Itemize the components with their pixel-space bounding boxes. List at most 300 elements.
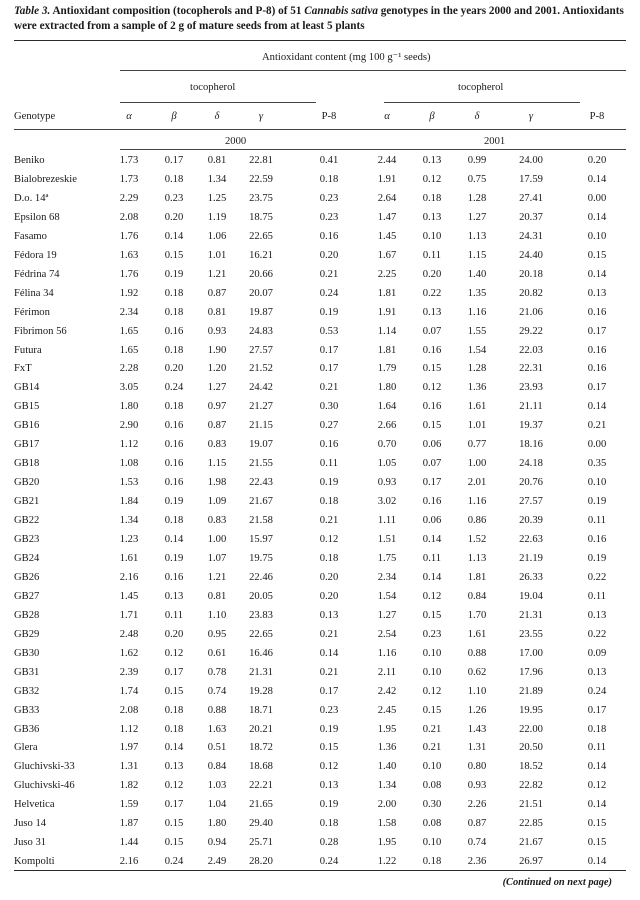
value-cell: 0.12 <box>422 382 442 394</box>
value-cell: 0.19 <box>587 496 607 508</box>
value-cell: 0.13 <box>319 609 339 621</box>
value-cell: 17.00 <box>519 647 543 659</box>
value-cell: 0.84 <box>207 761 227 773</box>
value-cell: 1.61 <box>467 628 487 640</box>
value-cell: 1.73 <box>119 155 139 166</box>
value-cell: 0.11 <box>319 458 339 470</box>
value-cell: 0.21 <box>319 628 339 640</box>
value-cell: 0.24 <box>319 856 339 868</box>
value-cell: 18.71 <box>249 704 273 716</box>
value-cell: 0.97 <box>207 401 227 413</box>
value-cell: 0.22 <box>587 571 607 583</box>
value-cell: 16.46 <box>249 647 273 659</box>
value-cell: 1.98 <box>207 477 227 489</box>
value-cell: 0.23 <box>319 211 339 223</box>
value-cell: 22.63 <box>519 534 543 545</box>
value-cell: 20.39 <box>519 515 543 527</box>
value-cell: 0.14 <box>164 742 184 754</box>
value-cell: 0.19 <box>319 723 339 735</box>
value-cell: 1.08 <box>119 458 139 470</box>
value-cell: 19.37 <box>519 420 543 432</box>
value-cell: 0.88 <box>207 704 227 716</box>
value-cell: 18.72 <box>249 742 273 754</box>
value-cell: 0.08 <box>422 818 442 830</box>
value-cell: 0.10 <box>587 477 607 489</box>
value-cell: 0.14 <box>587 173 607 185</box>
value-cell: 1.59 <box>119 799 139 811</box>
value-cell: 19.04 <box>519 590 543 602</box>
value-cell: 20.21 <box>249 723 273 735</box>
value-cell: 0.15 <box>587 249 607 261</box>
value-cell: 0.15 <box>587 837 607 849</box>
value-cell: 15.97 <box>249 534 273 545</box>
value-cell: 1.16 <box>377 647 397 659</box>
value-cell: 0.13 <box>587 287 607 299</box>
value-cell: 20.66 <box>249 268 273 280</box>
value-cell: 0.61 <box>207 647 227 659</box>
value-cell: 22.85 <box>519 818 543 830</box>
value-cell: 27.57 <box>519 496 543 508</box>
column-header: δ <box>214 111 220 122</box>
value-cell: 0.88 <box>467 647 487 659</box>
value-cell: 2.48 <box>119 628 139 640</box>
caption-species: Cannabis sativa <box>304 5 378 17</box>
value-cell: 0.87 <box>207 420 227 432</box>
value-cell: 19.07 <box>249 439 273 451</box>
value-cell: 0.13 <box>587 666 607 678</box>
value-cell: 0.93 <box>207 325 227 337</box>
value-cell: 0.22 <box>587 628 607 640</box>
value-cell: 0.16 <box>587 306 607 318</box>
value-cell: 0.23 <box>422 628 442 640</box>
value-cell: 21.31 <box>519 609 543 621</box>
value-cell: 0.21 <box>587 420 607 432</box>
column-header: α <box>126 111 132 122</box>
value-cell: 1.07 <box>207 552 227 564</box>
value-cell: 0.21 <box>319 268 339 280</box>
value-cell: 18.75 <box>249 211 273 223</box>
value-cell: 1.51 <box>377 534 397 545</box>
value-cell: 0.17 <box>164 799 184 811</box>
value-cell: 0.20 <box>319 571 339 583</box>
value-cell: 2.26 <box>467 799 487 811</box>
genotype-cell: Juso 14 <box>14 818 47 830</box>
value-cell: 1.34 <box>207 173 227 185</box>
value-cell: 0.11 <box>422 552 442 564</box>
value-cell: 2.34 <box>377 571 397 583</box>
value-cell: 1.34 <box>377 780 397 792</box>
value-cell: 1.63 <box>207 723 227 735</box>
value-cell: 21.06 <box>519 306 543 318</box>
year-rule <box>120 149 626 150</box>
column-header: γ <box>258 111 264 122</box>
value-cell: 0.19 <box>164 496 184 508</box>
value-cell: 0.18 <box>319 552 339 564</box>
value-cell: 1.81 <box>377 287 397 299</box>
genotype-cell: Beniko <box>14 155 45 166</box>
genotype-cell: Glera <box>14 742 38 754</box>
value-cell: 0.12 <box>164 780 184 792</box>
value-cell: 1.03 <box>207 780 227 792</box>
value-cell: 0.81 <box>207 155 227 166</box>
value-cell: 0.18 <box>319 173 339 185</box>
value-cell: 0.18 <box>164 173 184 185</box>
year-2001-label: 2001 <box>484 136 506 147</box>
value-cell: 0.77 <box>467 439 487 451</box>
value-cell: 21.11 <box>519 401 543 413</box>
value-cell: 0.16 <box>164 458 184 470</box>
genotype-cell: GB31 <box>14 666 40 678</box>
value-cell: 0.21 <box>422 742 442 754</box>
value-cell: 0.11 <box>587 515 607 527</box>
value-cell: 1.21 <box>207 268 227 280</box>
value-cell: 0.11 <box>164 609 184 621</box>
value-cell: 0.12 <box>422 590 442 602</box>
value-cell: 0.07 <box>422 458 442 470</box>
value-cell: 0.08 <box>422 780 442 792</box>
value-cell: 0.86 <box>467 515 487 527</box>
column-header: δ <box>474 111 480 122</box>
value-cell: 0.23 <box>319 192 339 204</box>
value-cell: 0.13 <box>164 761 184 773</box>
value-cell: 0.15 <box>164 685 184 697</box>
value-cell: 0.81 <box>207 590 227 602</box>
column-header: P-8 <box>589 111 605 122</box>
genotype-cell: Fasamo <box>14 230 47 242</box>
value-cell: 2.42 <box>377 685 397 697</box>
column-header: β <box>171 111 177 122</box>
value-cell: 1.53 <box>119 477 139 489</box>
value-cell: 22.65 <box>249 628 273 640</box>
value-cell: 0.99 <box>467 155 487 166</box>
value-cell: 22.65 <box>249 230 273 242</box>
value-cell: 21.89 <box>519 685 543 697</box>
caption-label: Table 3. <box>14 5 51 17</box>
value-cell: 25.71 <box>249 837 273 849</box>
genotype-cell: GB20 <box>14 477 40 489</box>
value-cell: 21.15 <box>249 420 273 432</box>
genotype-cell: Félina 34 <box>14 287 54 299</box>
value-cell: 0.10 <box>422 837 442 849</box>
genotype-cell: GB32 <box>14 685 40 697</box>
value-cell: 0.35 <box>587 458 607 470</box>
value-cell: 0.14 <box>587 799 607 811</box>
value-cell: 0.16 <box>164 477 184 489</box>
value-cell: 0.18 <box>422 192 442 204</box>
value-cell: 22.31 <box>519 363 543 375</box>
value-cell: 0.18 <box>319 818 339 830</box>
value-cell: 1.14 <box>377 325 397 337</box>
value-cell: 0.74 <box>207 685 227 697</box>
value-cell: 0.16 <box>319 230 339 242</box>
value-cell: 0.53 <box>319 325 339 337</box>
value-cell: 0.23 <box>319 704 339 716</box>
value-cell: 1.12 <box>119 723 139 735</box>
value-cell: 1.91 <box>377 306 397 318</box>
value-cell: 1.58 <box>377 818 397 830</box>
value-cell: 29.40 <box>249 818 273 830</box>
value-cell: 0.13 <box>422 155 442 166</box>
value-cell: 17.96 <box>519 666 543 678</box>
value-cell: 24.83 <box>249 325 273 337</box>
value-cell: 0.17 <box>164 155 184 166</box>
value-cell: 0.17 <box>319 344 339 356</box>
value-cell: 1.84 <box>119 496 139 508</box>
value-cell: 29.22 <box>519 325 543 337</box>
value-cell: 0.15 <box>422 363 442 375</box>
value-cell: 28.20 <box>249 856 273 868</box>
value-cell: 0.80 <box>467 761 487 773</box>
value-cell: 27.41 <box>519 192 543 204</box>
value-cell: 22.43 <box>249 477 273 489</box>
value-cell: 0.13 <box>422 211 442 223</box>
value-cell: 22.46 <box>249 571 273 583</box>
value-cell: 1.80 <box>119 401 139 413</box>
value-cell: 0.19 <box>319 799 339 811</box>
value-cell: 1.31 <box>119 761 139 773</box>
value-cell: 0.07 <box>422 325 442 337</box>
value-cell: 2.08 <box>119 704 139 716</box>
value-cell: 24.42 <box>249 382 273 394</box>
value-cell: 0.12 <box>319 761 339 773</box>
value-cell: 2.16 <box>119 856 139 868</box>
value-cell: 20.37 <box>519 211 543 223</box>
value-cell: 1.00 <box>207 534 227 545</box>
value-cell: 23.55 <box>519 628 543 640</box>
value-cell: 0.16 <box>587 534 607 545</box>
tocopherol-rule-2001 <box>384 102 580 103</box>
continued-note: (Continued on next page) <box>502 877 612 888</box>
value-cell: 27.57 <box>249 344 273 356</box>
value-cell: 24.00 <box>519 155 543 166</box>
value-cell: 0.15 <box>587 818 607 830</box>
value-cell: 1.35 <box>467 287 487 299</box>
value-cell: 0.70 <box>377 439 397 451</box>
value-cell: 1.73 <box>119 173 139 185</box>
value-cell: 1.34 <box>119 515 139 527</box>
year-2000-label: 2000 <box>225 136 247 147</box>
value-cell: 2.49 <box>207 856 227 868</box>
value-cell: 1.81 <box>377 344 397 356</box>
value-cell: 0.83 <box>207 439 227 451</box>
genotype-cell: GB33 <box>14 704 40 716</box>
value-cell: 0.21 <box>422 723 442 735</box>
bottom-rule <box>14 870 626 871</box>
value-cell: 20.18 <box>519 268 543 280</box>
value-cell: 0.12 <box>422 685 442 697</box>
value-cell: 19.87 <box>249 306 273 318</box>
value-cell: 2.54 <box>377 628 397 640</box>
genotype-cell: GB27 <box>14 590 40 602</box>
value-cell: 2.01 <box>467 477 487 489</box>
value-cell: 22.81 <box>249 155 273 166</box>
value-cell: 1.97 <box>119 742 139 754</box>
value-cell: 0.93 <box>467 780 487 792</box>
value-cell: 0.19 <box>164 552 184 564</box>
value-cell: 1.55 <box>467 325 487 337</box>
value-cell: 1.45 <box>377 230 397 242</box>
value-cell: 0.15 <box>319 742 339 754</box>
value-cell: 1.75 <box>377 552 397 564</box>
column-header: P-8 <box>321 111 337 122</box>
value-cell: 23.93 <box>519 382 543 394</box>
value-cell: 0.14 <box>587 761 607 773</box>
value-cell: 0.12 <box>164 647 184 659</box>
value-cell: 0.41 <box>319 155 339 166</box>
value-cell: 2.34 <box>119 306 139 318</box>
value-cell: 0.87 <box>207 287 227 299</box>
value-cell: 21.65 <box>249 799 273 811</box>
value-cell: 0.06 <box>422 439 442 451</box>
value-cell: 1.26 <box>467 704 487 716</box>
value-cell: 1.15 <box>207 458 227 470</box>
genotype-cell: GB22 <box>14 515 40 527</box>
value-cell: 1.92 <box>119 287 139 299</box>
value-cell: 0.24 <box>164 856 184 868</box>
value-cell: 0.93 <box>377 477 397 489</box>
value-cell: 1.47 <box>377 211 397 223</box>
value-cell: 0.21 <box>319 382 339 394</box>
genotype-cell: GB29 <box>14 628 40 640</box>
value-cell: 0.87 <box>467 818 487 830</box>
value-cell: 2.44 <box>377 155 397 166</box>
value-cell: 0.16 <box>587 344 607 356</box>
value-cell: 0.78 <box>207 666 227 678</box>
value-cell: 21.67 <box>519 837 543 849</box>
value-cell: 0.16 <box>164 571 184 583</box>
value-cell: 21.58 <box>249 515 273 527</box>
value-cell: 23.75 <box>249 192 273 204</box>
value-cell: 21.52 <box>249 363 273 375</box>
value-cell: 18.16 <box>519 439 543 451</box>
value-cell: 20.07 <box>249 287 273 299</box>
value-cell: 1.67 <box>377 249 397 261</box>
value-cell: 20.50 <box>519 742 543 754</box>
genotype-column-header: Genotype <box>14 111 56 122</box>
value-cell: 22.21 <box>249 780 273 792</box>
value-cell: 1.45 <box>119 590 139 602</box>
value-cell: 0.00 <box>587 192 607 204</box>
value-cell: 0.14 <box>422 534 442 545</box>
value-cell: 0.18 <box>164 723 184 735</box>
value-cell: 1.13 <box>467 552 487 564</box>
value-cell: 21.51 <box>519 799 543 811</box>
value-cell: 2.28 <box>119 363 139 375</box>
value-cell: 0.21 <box>319 666 339 678</box>
value-cell: 0.10 <box>422 761 442 773</box>
value-cell: 1.15 <box>467 249 487 261</box>
value-cell: 1.79 <box>377 363 397 375</box>
value-cell: 1.52 <box>467 534 487 545</box>
value-cell: 0.09 <box>587 647 607 659</box>
value-cell: 2.90 <box>119 420 139 432</box>
value-cell: 1.65 <box>119 344 139 356</box>
value-cell: 1.01 <box>467 420 487 432</box>
value-cell: 19.75 <box>249 552 273 564</box>
value-cell: 0.12 <box>319 534 339 545</box>
value-cell: 0.83 <box>207 515 227 527</box>
value-cell: 0.95 <box>207 628 227 640</box>
value-cell: 1.01 <box>207 249 227 261</box>
genotype-cell: GB17 <box>14 439 40 451</box>
value-cell: 1.04 <box>207 799 227 811</box>
value-cell: 1.54 <box>467 344 487 356</box>
value-cell: 26.97 <box>519 856 543 868</box>
value-cell: 2.16 <box>119 571 139 583</box>
value-cell: 1.71 <box>119 609 139 621</box>
value-cell: 1.21 <box>207 571 227 583</box>
value-cell: 0.84 <box>467 590 487 602</box>
value-cell: 0.18 <box>587 723 607 735</box>
value-cell: 0.20 <box>164 363 184 375</box>
value-cell: 0.16 <box>422 496 442 508</box>
value-cell: 0.28 <box>319 837 339 849</box>
value-cell: 1.91 <box>377 173 397 185</box>
value-cell: 0.16 <box>164 325 184 337</box>
genotype-cell: GB36 <box>14 723 40 735</box>
genotype-cell: GB21 <box>14 496 40 508</box>
value-cell: 21.31 <box>249 666 273 678</box>
value-cell: 22.59 <box>249 173 273 185</box>
value-cell: 1.28 <box>467 192 487 204</box>
value-cell: 0.14 <box>587 856 607 868</box>
value-cell: 1.76 <box>119 268 139 280</box>
value-cell: 1.31 <box>467 742 487 754</box>
value-cell: 2.66 <box>377 420 397 432</box>
value-cell: 0.20 <box>422 268 442 280</box>
value-cell: 0.18 <box>164 306 184 318</box>
value-cell: 0.14 <box>587 211 607 223</box>
genotype-cell: Fibrimon 56 <box>14 325 67 337</box>
genotype-cell: D.o. 14ª <box>14 192 49 204</box>
value-cell: 1.00 <box>467 458 487 470</box>
value-cell: 0.10 <box>587 230 607 242</box>
value-cell: 2.64 <box>377 192 397 204</box>
value-cell: 0.18 <box>164 704 184 716</box>
value-cell: 1.20 <box>207 363 227 375</box>
value-cell: 0.00 <box>587 439 607 451</box>
value-cell: 0.20 <box>164 628 184 640</box>
tocopherol-header-2001: tocopherol <box>458 82 504 93</box>
value-cell: 20.05 <box>249 590 273 602</box>
value-cell: 2.00 <box>377 799 397 811</box>
value-cell: 0.18 <box>319 496 339 508</box>
tocopherol-header-2000: tocopherol <box>190 82 236 93</box>
value-cell: 0.16 <box>587 363 607 375</box>
header-bottom-rule <box>14 129 626 130</box>
genotype-cell: Kompolti <box>14 856 55 868</box>
value-cell: 0.18 <box>164 401 184 413</box>
value-cell: 1.61 <box>119 552 139 564</box>
value-cell: 16.21 <box>249 249 273 261</box>
value-cell: 0.10 <box>422 230 442 242</box>
value-cell: 0.17 <box>422 477 442 489</box>
value-cell: 1.40 <box>377 761 397 773</box>
value-cell: 0.10 <box>422 647 442 659</box>
value-cell: 0.15 <box>422 420 442 432</box>
value-cell: 17.59 <box>519 173 543 185</box>
value-cell: 1.06 <box>207 230 227 242</box>
value-cell: 2.45 <box>377 704 397 716</box>
value-cell: 0.14 <box>164 230 184 242</box>
value-cell: 0.14 <box>319 647 339 659</box>
value-cell: 24.40 <box>519 249 543 261</box>
value-cell: 1.16 <box>467 496 487 508</box>
value-cell: 0.10 <box>422 666 442 678</box>
value-cell: 0.14 <box>587 401 607 413</box>
value-cell: 1.23 <box>119 534 139 545</box>
value-cell: 0.20 <box>164 211 184 223</box>
